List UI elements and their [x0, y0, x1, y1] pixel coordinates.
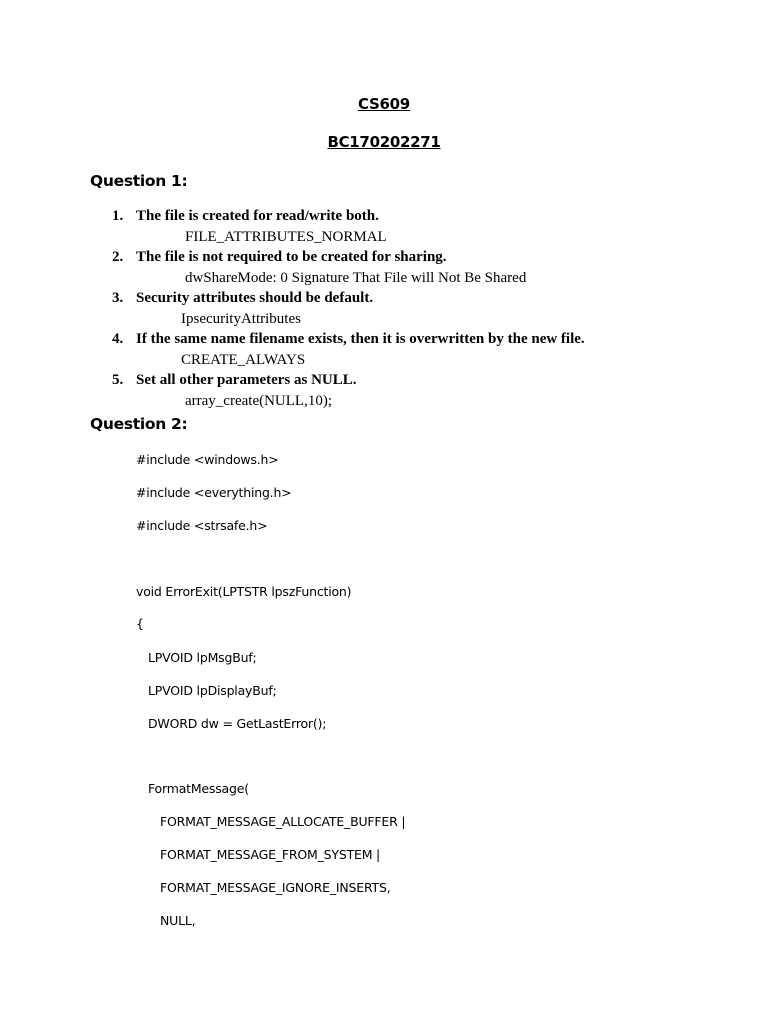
list-item-answer: IpsecurityAttributes	[181, 311, 301, 327]
list-item-requirement: If the same name filename exists, then it is overwritten by the new file.	[136, 331, 585, 347]
code-line: FORMAT_MESSAGE_IGNORE_INSERTS,	[160, 880, 391, 895]
list-item-answer: dwShareMode: 0 Signature That File will Not Be Shared	[185, 270, 527, 286]
code-line: #include <windows.h>	[136, 452, 279, 467]
student-id-title: BC170202271	[327, 133, 441, 151]
list-item-number: 4.	[112, 331, 124, 347]
code-line: void ErrorExit(LPTSTR lpszFunction)	[136, 584, 352, 599]
code-line: NULL,	[160, 913, 196, 928]
code-line: FORMAT_MESSAGE_ALLOCATE_BUFFER |	[160, 814, 406, 829]
code-line: #include <everything.h>	[136, 485, 292, 500]
list-item-number: 1.	[112, 208, 124, 224]
list-item-requirement: The file is not required to be created for sharing.	[136, 249, 447, 265]
course-code-title: CS609	[358, 95, 410, 113]
list-item-answer: array_create(NULL,10);	[185, 393, 332, 409]
list-item-number: 3.	[112, 290, 124, 306]
code-line: FORMAT_MESSAGE_FROM_SYSTEM |	[160, 847, 381, 862]
list-item-requirement: Security attributes should be default.	[136, 290, 374, 306]
question-1-heading: Question 1:	[90, 172, 188, 190]
list-item-number: 2.	[112, 249, 124, 265]
code-line: FormatMessage(	[148, 781, 249, 796]
list-item-answer: FILE_ATTRIBUTES_NORMAL	[185, 229, 387, 245]
list-item-number: 5.	[112, 372, 124, 388]
question-2-heading: Question 2:	[90, 415, 188, 433]
list-item-answer: CREATE_ALWAYS	[181, 352, 306, 368]
code-line: LPVOID lpDisplayBuf;	[148, 683, 277, 698]
code-line: DWORD dw = GetLastError();	[148, 716, 327, 731]
code-line: LPVOID lpMsgBuf;	[148, 650, 257, 665]
code-line: #include <strsafe.h>	[136, 518, 268, 533]
list-item-requirement: The file is created for read/write both.	[136, 208, 379, 224]
list-item-requirement: Set all other parameters as NULL.	[136, 372, 357, 388]
code-line: {	[136, 616, 144, 631]
